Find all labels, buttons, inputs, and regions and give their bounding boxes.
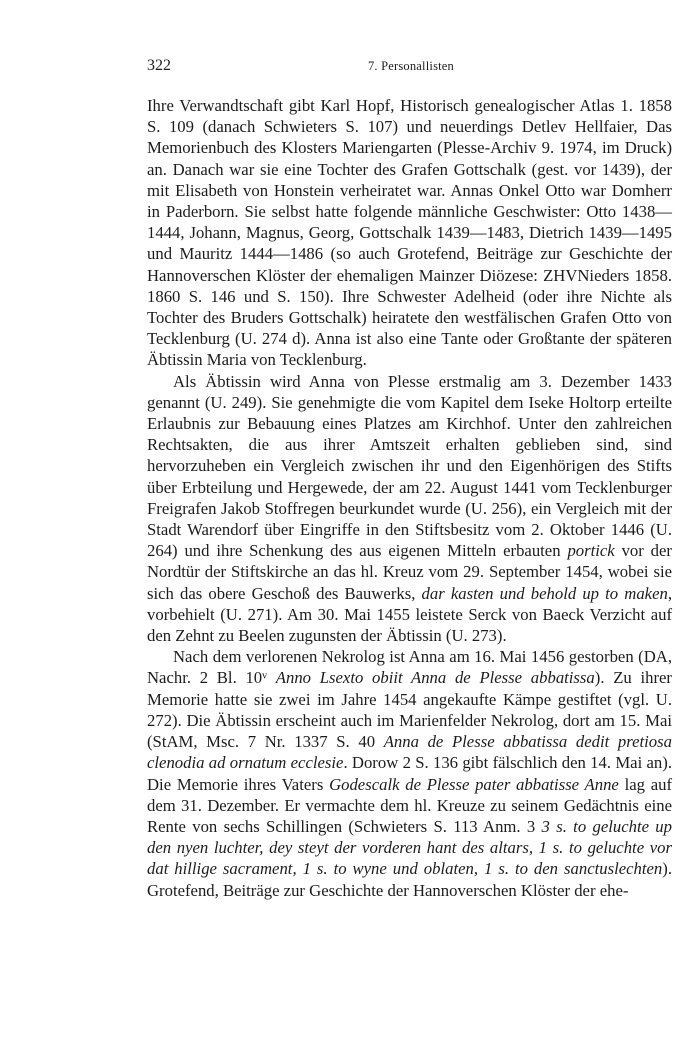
page-number: 322	[147, 57, 171, 74]
quoted-source-text: Anno Lsexto obiit Anna de Plesse abbatissa	[275, 668, 595, 688]
quoted-source-text: 3 s. to geluchte up den nyen luchter, dey steyt der vorderen hant des altars, 1 s. to geluchte vor dat hillige sacrament, 1 s. to wyne und oblaten, 1 s. to den sanctuslechten	[147, 816, 672, 879]
page-header	[147, 57, 672, 95]
quoted-source-text: portick	[567, 541, 615, 561]
running-head: 7. Personallisten	[367, 59, 454, 73]
text-run: . Dorow 2 S. 136 gibt fälschlich den 14. Mai an). Die Memorie ihres Vaters	[147, 753, 672, 794]
paragraph	[147, 646, 672, 900]
quoted-source-text: Anna de Plesse abbatissa dedit pretiosa clenodia ad ornatum ecclesie	[147, 732, 672, 773]
paragraph	[147, 371, 672, 647]
page	[147, 57, 672, 901]
body-text	[147, 95, 672, 901]
text-run: ). Grotefend, Beiträge zur Geschichte der Hannoverschen Klöster der ehe-	[147, 859, 672, 900]
text-run: lag auf dem 31. Dezember. Er vermachte dem hl. Kreuze zu seinem Gedächtnis eine Rente von sechs Schillingen (Schwieters S. 113 Anm. 3	[147, 774, 672, 836]
text-run: ). Zu ihrer Memorie hatte sie zwei im Jahre 1454 angekaufte Kämpe gestiftet (vgl. U. 272). Die Äbtissin erscheint auch im Marienfelder Nekrolog, dort am 15. Mai (StAM, Msc. 7 Nr. 1337 S. 40	[147, 668, 672, 752]
text-run: Als Äbtissin wird Anna von Plesse erstmalig am 3. Dezember 1433 genannt (U. 249). Sie genehmigte die vom Kapitel dem Iseke Holtorp erteilte Erlaubnis zur Bebauung eines Platzes am Kirchhof. Unter den zahlreichen Rechtsakten, die aus ihrer Amtszeit erhalten geblieben sind, sind hervorzuheben ein Vergleich zwischen ihr und den Eigenhörigen des Stifts über Erbteilung und Hergewede, der am 22. August 1441 vom Tecklenburger Freigrafen Jakob Stoffregen beurkundet wurde (U. 256), ein Vergleich mit der Stadt Warendorf über Eingriffe in den Stiftsbesitz vom 2. Oktober 1446 (U. 264) und ihre Schenkung des aus eigenen Mitteln erbauten	[147, 371, 672, 561]
paragraph	[147, 95, 672, 371]
quoted-source-text: dar kasten und behold up to maken	[421, 583, 668, 603]
text-run: Nach dem verlorenen Nekrolog ist Anna am 16. Mai 1456 gestorben (DA, Nachr. 2 Bl. 10ᵛ	[147, 647, 672, 688]
text-run: , vorbehielt (U. 271). Am 30. Mai 1455 leistete Serck von Baeck Verzicht auf den Zehnt zu Beelen zugunsten der Äbtissin (U. 273).	[147, 583, 672, 646]
text-run: Ihre Verwandtschaft gibt Karl Hopf, Historisch genealogischer Atlas 1. 1858 S. 109 (danach Schwieters S. 107) und neuerdings Detlev Hellfaier, Das Memorienbuch des Klosters Mariengarten (Plesse-Archiv 9. 1974, im Druck) an. Danach war sie eine Tochter des Grafen Gottschalk (gest. vor 1439), der mit Elisabeth von Honstein verheiratet war. Annas Onkel Otto war Domherr in Paderborn. Sie selbst hatte folgende männliche Geschwister: Otto 1438—1444, Johann, Magnus, Georg, Gottschalk 1439—1483, Dietrich 1439—1495 und Mauritz 1444—1486 (so auch Grotefend, Beiträge zur Geschichte der Hannoverschen Klöster der ehemaligen Mainzer Diözese: ZHVNieders 1858. 1860 S. 146 und S. 150). Ihre Schwester Adelheid (oder ihre Nichte als Tochter des Bruders Gottschalk) heiratete den westfälischen Grafen Otto von Tecklenburg (U. 274 d). Anna ist also eine Tante oder Großtante der späteren Äbtissin Maria von Tecklenburg.	[147, 96, 672, 370]
text-run: vor der Nordtür der Stiftskirche an das hl. Kreuz vom 29. September 1454, wobei sie sich das obere Geschoß des Bauwerks,	[147, 541, 672, 603]
quoted-source-text: Godescalk de Plesse pater abbatisse Anne	[329, 774, 619, 794]
